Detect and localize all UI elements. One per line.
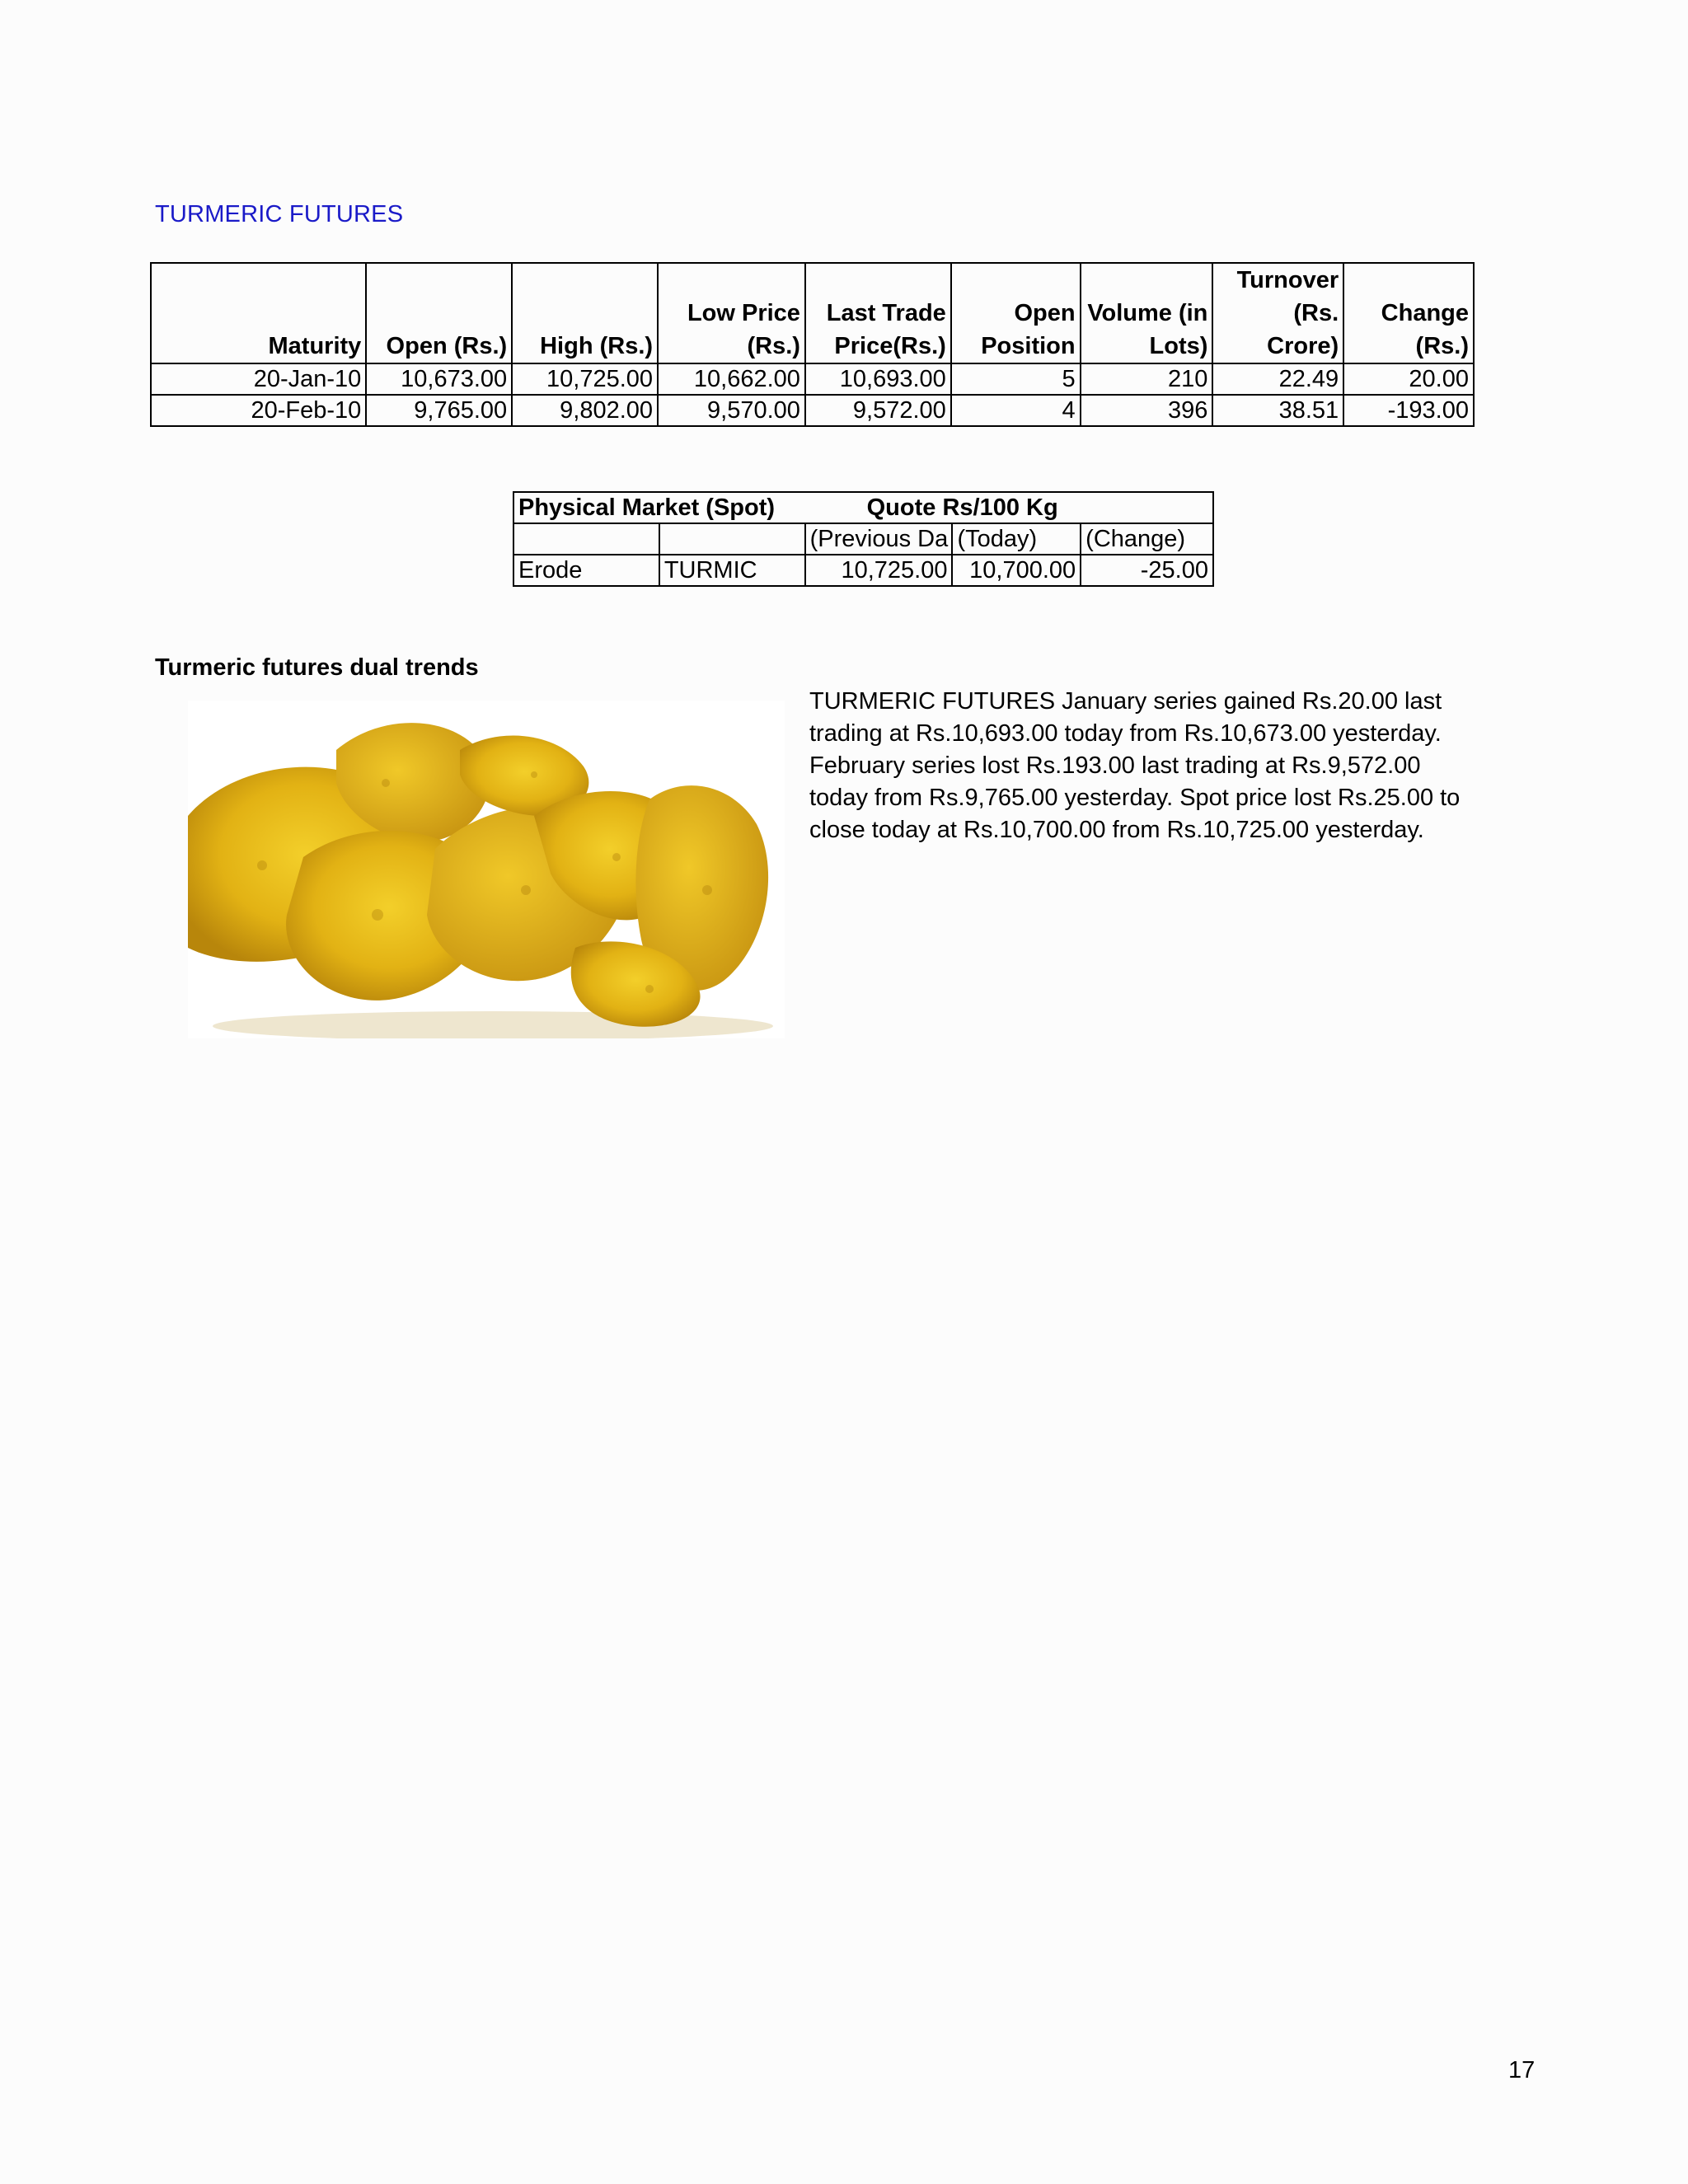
table-cell: 20.00 xyxy=(1343,363,1474,395)
col-header: Maturity xyxy=(151,263,366,363)
col-header: (Change) xyxy=(1081,523,1213,555)
table-row xyxy=(151,363,1474,395)
table-cell: 10,693.00 xyxy=(805,363,951,395)
col-header: High (Rs.) xyxy=(512,263,658,363)
table-cell: 396 xyxy=(1081,395,1213,426)
table-cell: 4 xyxy=(951,395,1081,426)
table-cell: TURMIC xyxy=(659,555,805,586)
table-row xyxy=(513,555,1213,586)
col-header: (Previous Da xyxy=(805,523,953,555)
col-header: (Today) xyxy=(952,523,1081,555)
spot-subheader-row xyxy=(513,523,1213,555)
table-cell: -25.00 xyxy=(1081,555,1213,586)
table-cell: 5 xyxy=(951,363,1081,395)
summary-text: TURMERIC FUTURES January series gained Rs.20.00 last trading at Rs.10,693.00 today from Rs.10,673.00 yesterday. February series lost Rs.193.00 last trading at Rs.9,572.00 today from Rs.9,765.00 yesterday. Spot price lost Rs.25.00 to close today at Rs.10,700.00 from Rs.10,725.00 yesterday. xyxy=(809,688,1461,843)
col-header xyxy=(513,523,659,555)
subtitle: Turmeric futures dual trends xyxy=(155,654,479,681)
turmeric-photo xyxy=(188,701,785,1038)
col-header: Turnover (Rs. Crore) xyxy=(1212,263,1343,363)
futures-table xyxy=(150,262,1475,427)
table-cell: 210 xyxy=(1081,363,1213,395)
col-header xyxy=(659,523,805,555)
table-cell: 10,662.00 xyxy=(658,363,805,395)
col-header: Low Price (Rs.) xyxy=(658,263,805,363)
table-cell: 38.51 xyxy=(1212,395,1343,426)
col-header: Open (Rs.) xyxy=(366,263,512,363)
table-cell: 22.49 xyxy=(1212,363,1343,395)
spot-title-row xyxy=(513,492,1213,523)
table-cell: -193.00 xyxy=(1343,395,1474,426)
table-cell: 20-Jan-10 xyxy=(151,363,366,395)
col-header: Volume (in Lots) xyxy=(1081,263,1213,363)
col-header: Last Trade Price(Rs.) xyxy=(805,263,951,363)
table-cell: 10,725.00 xyxy=(805,555,953,586)
table-cell: 9,572.00 xyxy=(805,395,951,426)
spot-title: Physical Market (Spot) xyxy=(513,492,805,523)
table-cell: 9,802.00 xyxy=(512,395,658,426)
futures-header-row xyxy=(151,263,1474,363)
col-header: Change (Rs.) xyxy=(1343,263,1474,363)
table-cell: Erode xyxy=(513,555,659,586)
table-cell: 10,673.00 xyxy=(366,363,512,395)
page-number: 17 xyxy=(1508,2057,1536,2083)
table-cell: 9,765.00 xyxy=(366,395,512,426)
section-title: TURMERIC FUTURES xyxy=(155,201,404,227)
table-cell: 20-Feb-10 xyxy=(151,395,366,426)
table-cell: 10,725.00 xyxy=(512,363,658,395)
table-row xyxy=(151,395,1474,426)
table-cell: 9,570.00 xyxy=(658,395,805,426)
col-header: Open Position xyxy=(951,263,1081,363)
spot-market-table xyxy=(513,491,1214,587)
quote-title: Quote Rs/100 Kg xyxy=(805,492,1213,523)
table-cell: 10,700.00 xyxy=(952,555,1081,586)
